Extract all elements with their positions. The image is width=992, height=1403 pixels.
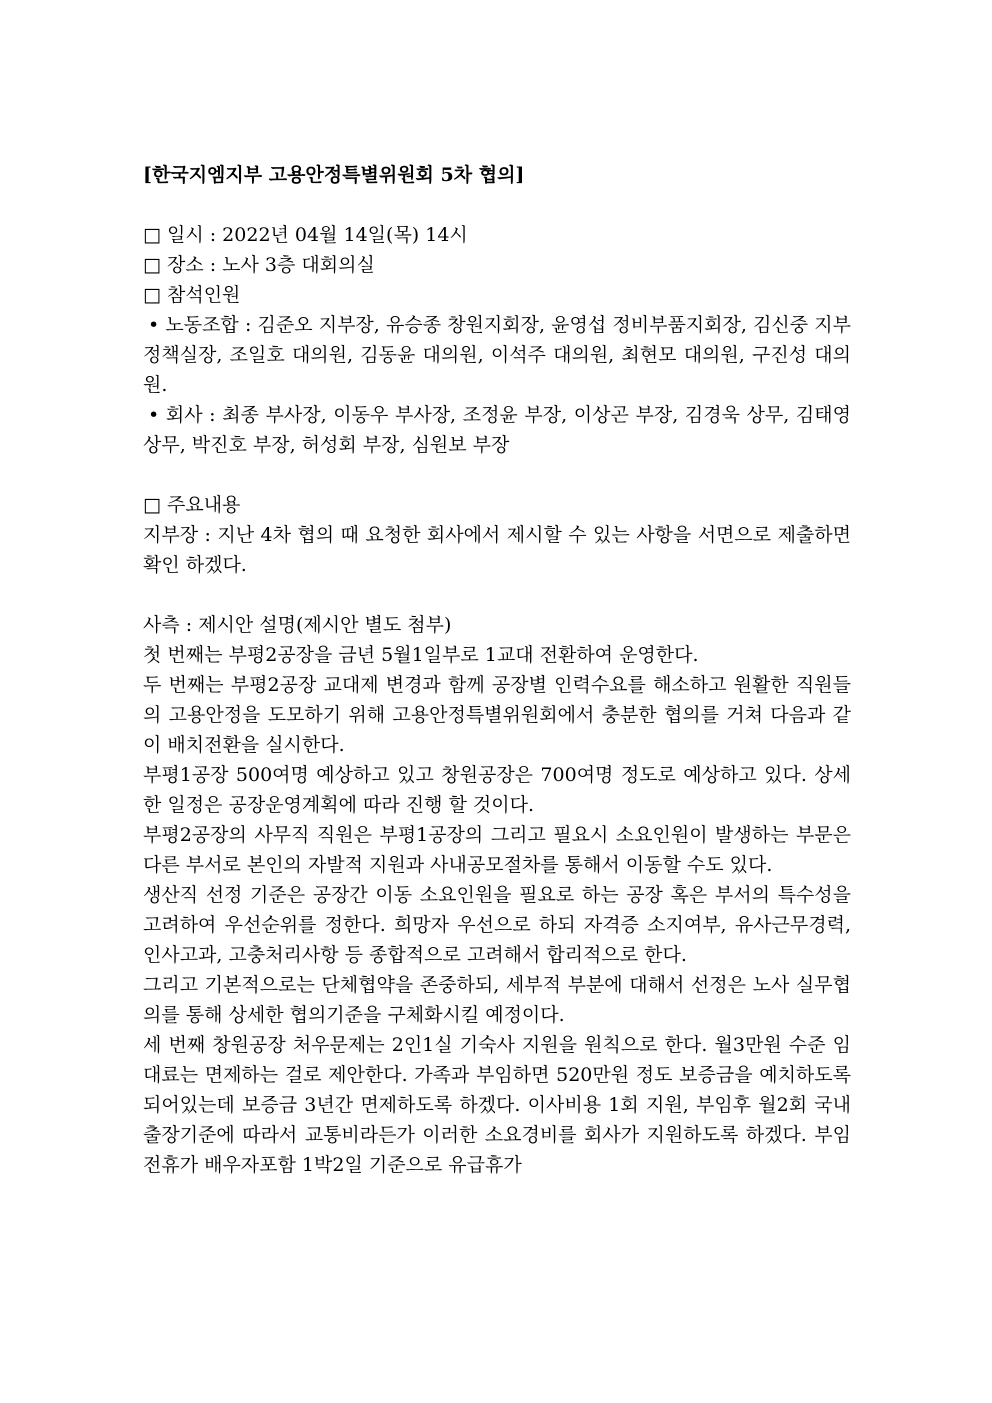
attendees-company: • 회사 : 최종 부사장, 이동우 부사장, 조정윤 부장, 이상곤 부장, 김경욱 상무, 김태영 상무, 박진호 부장, 허성회 부장, 심원보 부장 [143, 404, 851, 456]
meeting-place: □ 장소 : 노사 3층 대회의실 [143, 254, 375, 276]
main-content-heading: □ 주요내용 [143, 494, 241, 516]
paragraph-1: 첫 번째는 부평2공장을 금년 5월1일부로 1교대 전환하여 운영한다. [143, 644, 699, 666]
paragraph-2: 두 번째는 부평2공장 교대제 변경과 함께 공장별 인력수요를 해소하고 원활한 직원들의 고용안정을 도모하기 위해 고용안정특별위원회에서 충분한 협의를 거쳐 다음과 같이 배치전환을 실시한다. [143, 674, 851, 756]
union-remark: 지부장 : 지난 4차 협의 때 요청한 회사에서 제시할 수 있는 사항을 서면으로 제출하면 확인 하겠다. [143, 524, 851, 576]
paragraph-5: 생산직 선정 기준은 공장간 이동 소요인원을 필요로 하는 공장 혹은 부서의 특수성을 고려하여 우선순위를 정한다. 희망자 우선으로 하되 자격증 소지여부, 유사근무경력, 인사고과, 고충처리사항 등 종합적으로 고려해서 합리적으로 한다. [143, 884, 851, 966]
company-heading: 사측 : 제시안 설명(제시안 별도 첨부) [143, 614, 452, 636]
attendees-heading: □ 참석인원 [143, 284, 241, 306]
meeting-date: □ 일시 : 2022년 04월 14일(목) 14시 [143, 224, 468, 246]
document-title: [한국지엠지부 고용안정특별위원회 5차 협의] [143, 164, 525, 186]
document-page [143, 160, 851, 1180]
spacer [143, 580, 851, 610]
paragraph-3: 부평1공장 500여명 예상하고 있고 창원공장은 700여명 정도로 예상하고 있다. 상세한 일정은 공장운영계획에 따라 진행 할 것이다. [143, 764, 851, 816]
paragraph-6: 그리고 기본적으로는 단체협약을 존중하되, 세부적 부분에 대해서 선정은 노사 실무협의를 통해 상세한 협의기준을 구체화시킬 예정이다. [143, 974, 851, 1026]
spacer [143, 190, 851, 220]
paragraph-4: 부평2공장의 사무직 직원은 부평1공장의 그리고 필요시 소요인원이 발생하는 부문은 다른 부서로 본인의 자발적 지원과 사내공모절차를 통해서 이동할 수도 있다. [143, 824, 851, 876]
attendees-union: • 노동조합 : 김준오 지부장, 유승종 창원지회장, 윤영섭 정비부품지회장, 김신중 지부정책실장, 조일호 대의원, 김동윤 대의원, 이석주 대의원, 최현모 대의원, 구진성 대의원. [143, 314, 851, 396]
spacer [143, 460, 851, 490]
paragraph-7: 세 번째 창원공장 처우문제는 2인1실 기숙사 지원을 원칙으로 한다. 월3만원 수준 임대료는 면제하는 걸로 제안한다. 가족과 부임하면 520만원 정도 보증금을 예치하도록 되어있는데 보증금 3년간 면제하도록 하겠다. 이사비용 1회 지원, 부임후 월2회 국내출장기준에 따라서 교통비라든가 이러한 소요경비를 회사가 지원하도록 하겠다. 부임전휴가 배우자포함 1박2일 기준으로 유급휴가 [143, 1034, 851, 1176]
